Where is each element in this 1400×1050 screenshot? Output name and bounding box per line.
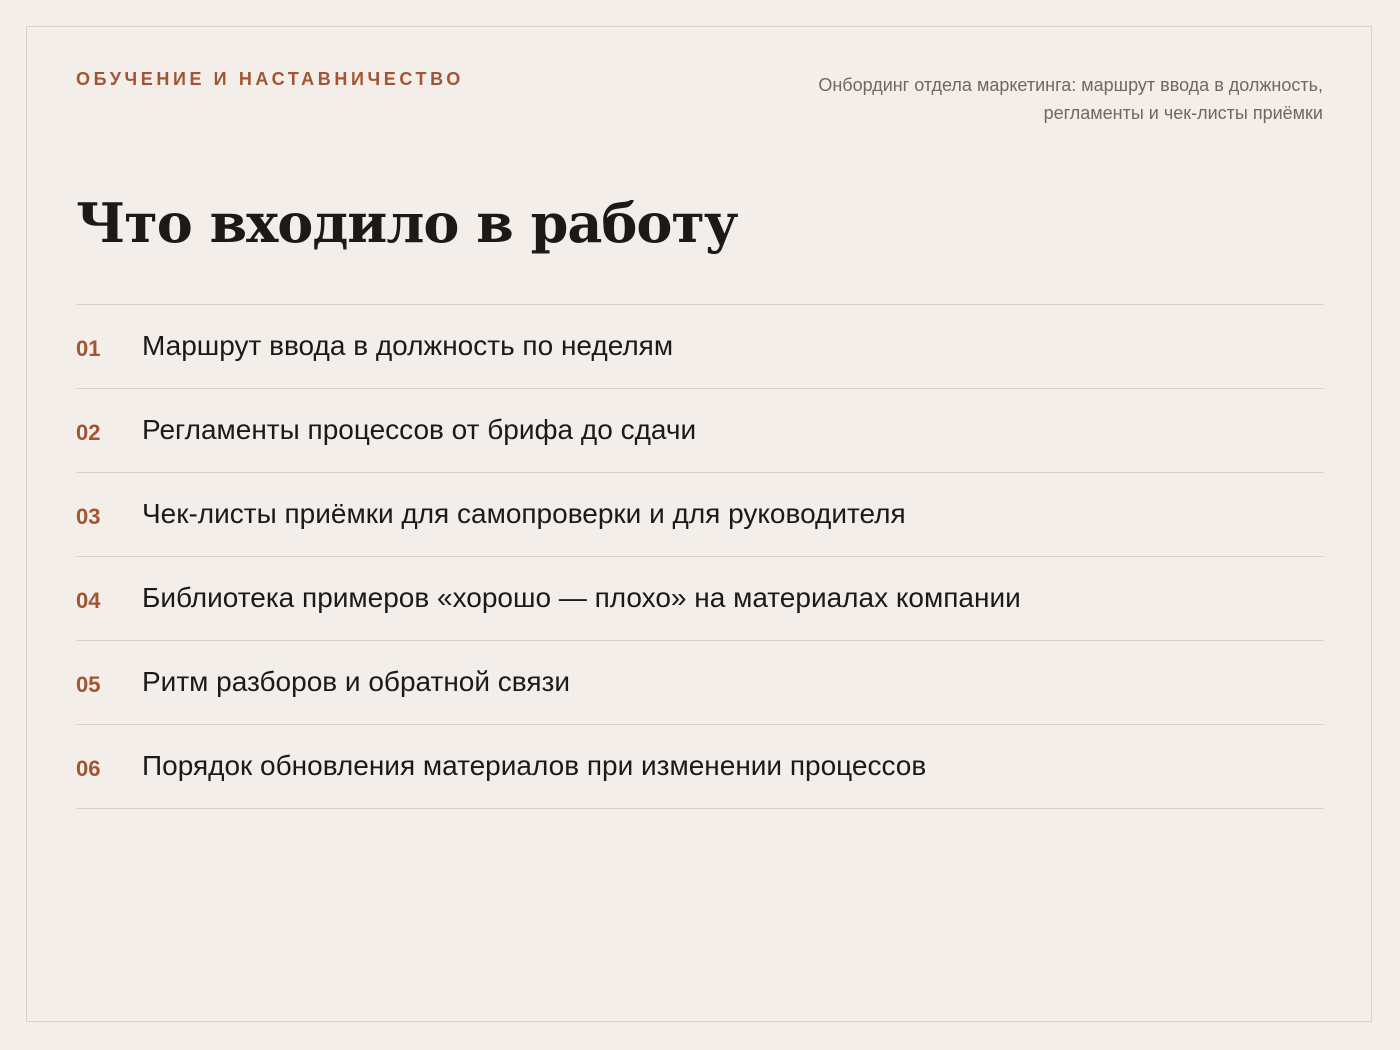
item-number: 04 — [76, 588, 101, 613]
item-number: 03 — [76, 504, 101, 529]
item-text: Регламенты процессов от брифа до сдачи — [142, 414, 697, 445]
project-subtitle: Онбординг отдела маркетинга: маршрут ввода в должность, регламенты и чек-листы приёмки — [818, 75, 1323, 123]
page-title: Что входило в работу — [76, 191, 738, 255]
item-number: 06 — [76, 756, 101, 781]
item-text: Маршрут ввода в должность по неделям — [142, 330, 674, 361]
list-item — [76, 641, 1324, 725]
section-label: ОБУЧЕНИЕ И НАСТАВНИЧЕСТВО — [76, 69, 464, 89]
item-text: Чек-листы приёмки для самопроверки и для руководителя — [142, 498, 906, 529]
list-item — [76, 557, 1324, 641]
list-item — [76, 725, 1324, 809]
list-item — [76, 305, 1324, 389]
list-item — [76, 389, 1324, 473]
item-number: 05 — [76, 672, 101, 697]
item-number: 01 — [76, 336, 101, 361]
slide — [26, 26, 1372, 1022]
scope-list — [76, 304, 1324, 809]
item-number: 02 — [76, 420, 101, 445]
item-text: Ритм разборов и обратной связи — [142, 666, 570, 697]
list-item — [76, 473, 1324, 557]
item-text: Порядок обновления материалов при изменении процессов — [142, 750, 927, 781]
item-text: Библиотека примеров «хорошо — плохо» на материалах компании — [142, 582, 1021, 613]
